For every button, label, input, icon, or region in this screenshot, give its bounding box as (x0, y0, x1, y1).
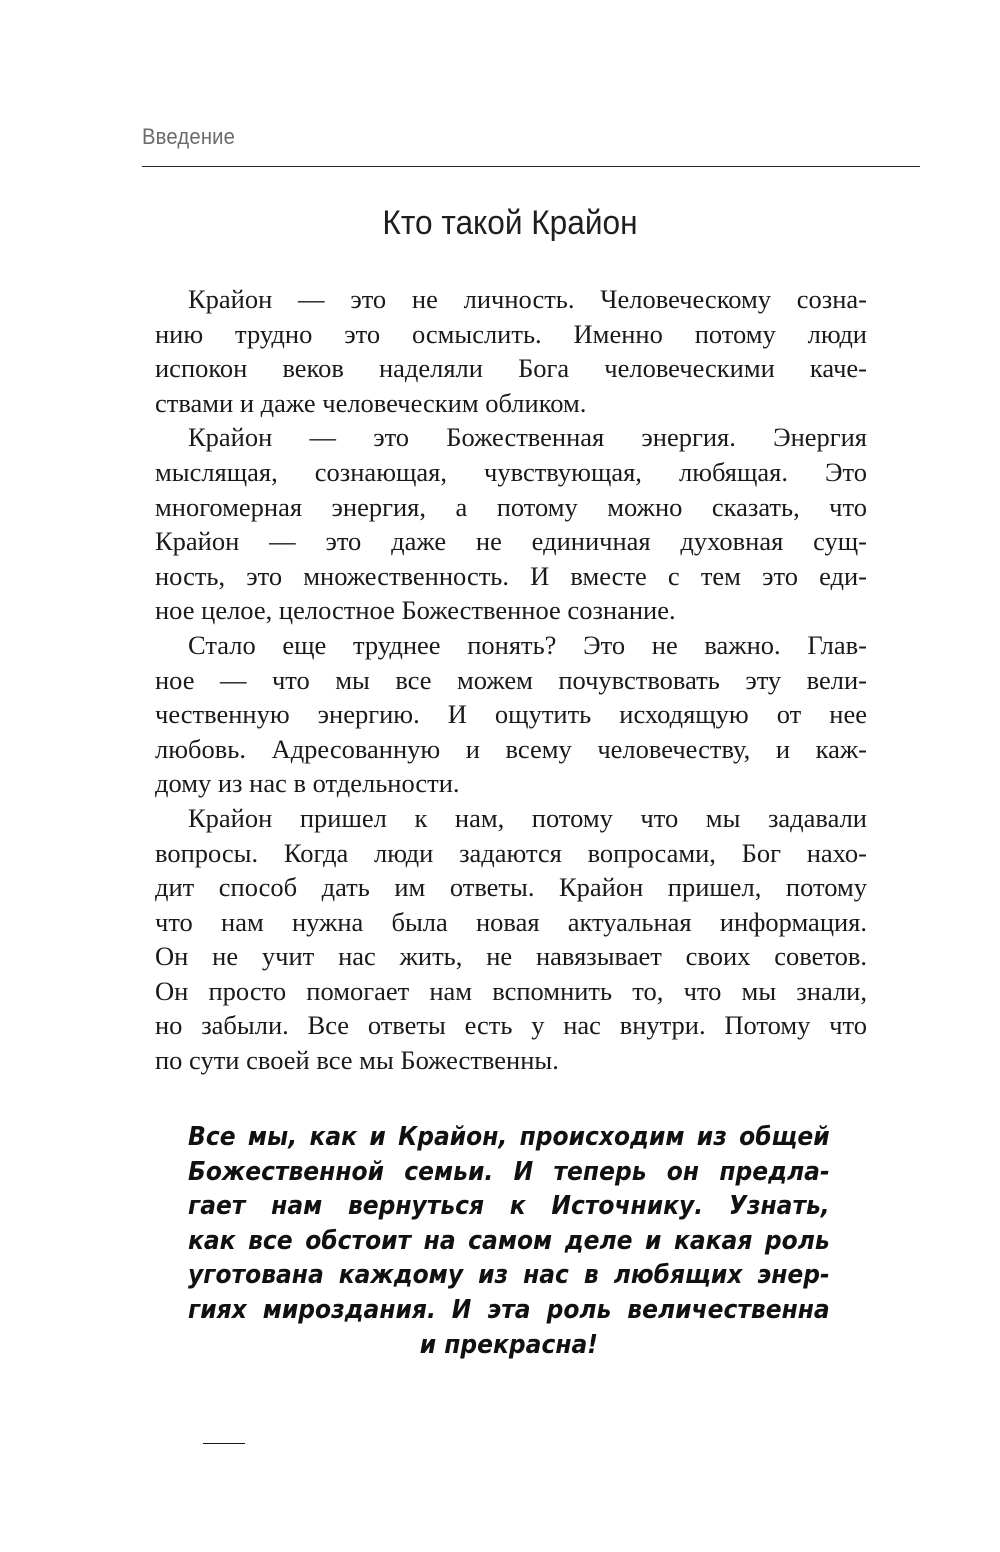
body-line: Крайон — это Божественная энергия. Энергия (188, 422, 867, 453)
callout-line: гает нам вернуться к Источнику. Узнать, (188, 1191, 830, 1222)
body-line: Стало еще труднее понять? Это не важно. Глав- (188, 629, 867, 660)
body-line: любовь. Адресованную и всему человечеству, и каж- (155, 733, 867, 764)
callout-line: Божественной семьи. И теперь он предла- (188, 1156, 830, 1187)
callout-quote (188, 1120, 830, 1362)
body-line: ность, это множественность. И вместе с тем это еди- (155, 560, 867, 591)
callout-line: как все обстоит на самом деле и какая роль (188, 1225, 830, 1256)
body-line: Крайон — это не личность. Человеческому созна- (188, 284, 867, 314)
body-line: Он просто помогает нам вспомнить то, что мы знали, (155, 975, 867, 1006)
body-line: многомерная энергия, а потому можно сказать, что (155, 491, 867, 522)
body-line: испокон веков наделяли Бога человеческими каче- (155, 353, 867, 384)
body-line: что нам нужна была новая актуальная информация. (155, 906, 867, 937)
callout-line: и прекрасна! (419, 1329, 598, 1360)
body-line: ное — что мы все можем почувствовать эту вели- (155, 664, 867, 695)
body-line: чественную энергию. И ощутить исходящую от нее (155, 699, 867, 730)
running-head: Введение (142, 124, 236, 149)
callout-line: гиях мироздания. И эта роль величественна (188, 1294, 830, 1325)
body-line: ствами и даже человеческим обликом. (155, 387, 587, 418)
chapter-title: Кто такой Крайон (382, 204, 638, 242)
body-line: дому из нас в отдельности. (155, 768, 460, 799)
body-line: Крайон — это даже не единичная духовная сущ- (155, 526, 867, 557)
callout-line: Все мы, как и Крайон, происходим из общей (188, 1122, 830, 1152)
body-text (155, 282, 867, 1078)
body-line: дит способ дать им ответы. Крайон пришел, потому (155, 872, 867, 903)
footnote-rule (203, 1443, 245, 1444)
callout-line: уготована каждому из нас в любящих энер- (188, 1260, 830, 1291)
body-line: Он не учит нас жить, не навязывает своих советов. (155, 941, 867, 972)
body-line: ное целое, целостное Божественное сознание. (155, 595, 676, 626)
header-rule (142, 166, 920, 167)
body-line: по сути своей все мы Божественны. (155, 1045, 559, 1076)
body-line: вопросы. Когда люди задаются вопросами, Бог нахо- (155, 837, 867, 868)
body-line: мыслящая, сознающая, чувствующая, любящая. Это (155, 456, 867, 487)
body-line: нию трудно это осмыслить. Именно потому люди (155, 318, 867, 349)
body-line: Крайон пришел к нам, потому что мы задавали (188, 802, 867, 833)
body-line: но забыли. Все ответы есть у нас внутри. Потому что (155, 1010, 867, 1041)
